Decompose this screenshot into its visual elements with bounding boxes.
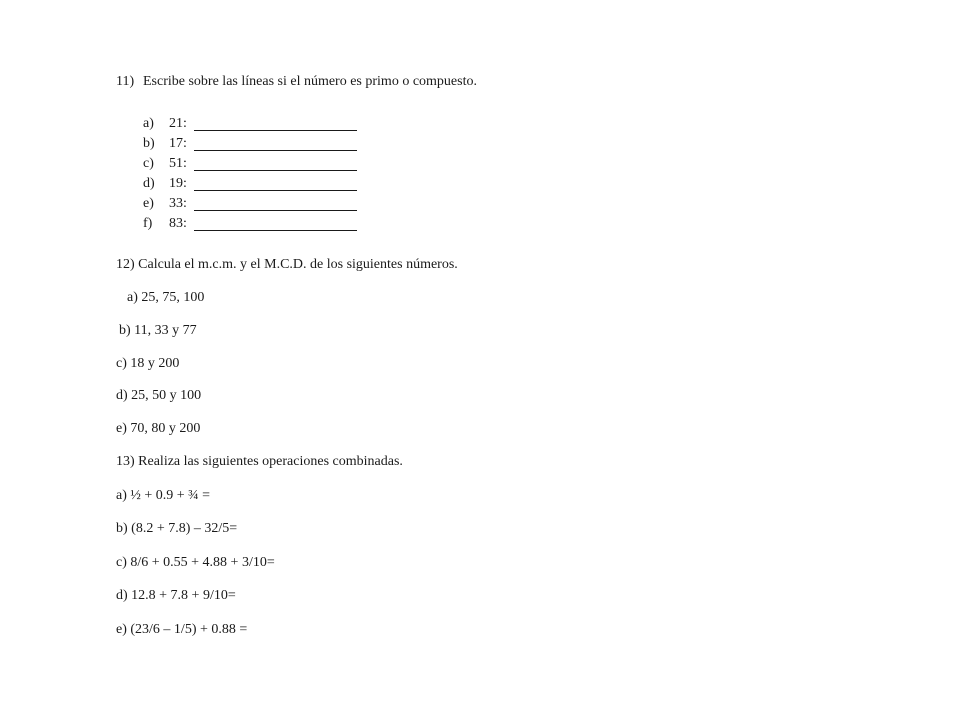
q12-title: 12) Calcula el m.c.m. y el M.C.D. de los siguientes números. <box>116 257 458 272</box>
q12-item: b) 11, 33 y 77 <box>119 323 197 338</box>
q11-item-value: 51: <box>169 156 187 171</box>
answer-blank-line[interactable] <box>194 190 357 191</box>
q13-item: d) 12.8 + 7.8 + 9/10= <box>116 588 236 603</box>
q11-title <box>116 74 477 90</box>
answer-blank-line[interactable] <box>194 230 357 231</box>
q12-item: e) 70, 80 y 200 <box>116 421 201 436</box>
q12-item: c) 18 y 200 <box>116 356 180 371</box>
q11-item-letter: b) <box>143 136 155 151</box>
q11-item-letter: d) <box>143 176 155 191</box>
answer-blank-line[interactable] <box>194 130 357 131</box>
q11-item-value: 83: <box>169 216 187 231</box>
q11-item-value: 21: <box>169 116 187 131</box>
q13-item: c) 8/6 + 0.55 + 4.88 + 3/10= <box>116 555 275 570</box>
q13-item: b) (8.2 + 7.8) – 32/5= <box>116 521 238 536</box>
q11-number: 11) <box>116 74 135 89</box>
answer-blank-line[interactable] <box>194 150 357 151</box>
q13-item: e) (23/6 – 1/5) + 0.88 = <box>116 622 248 637</box>
q11-item-value: 33: <box>169 196 187 211</box>
q11-item-value: 19: <box>169 176 187 191</box>
q13-title: 13) Realiza las siguientes operaciones combinadas. <box>116 454 403 469</box>
q11-item-value: 17: <box>169 136 187 151</box>
q12-item: a) 25, 75, 100 <box>127 290 205 305</box>
q13-item: a) ½ + 0.9 + ¾ = <box>116 488 211 503</box>
q11-item-letter: e) <box>143 196 154 211</box>
answer-blank-line[interactable] <box>194 170 357 171</box>
q11-item-letter: c) <box>143 156 154 171</box>
q12-item: d) 25, 50 y 100 <box>116 388 202 403</box>
q11-item-letter: a) <box>143 116 154 131</box>
answer-blank-line[interactable] <box>194 210 357 211</box>
q11-item-letter: f) <box>143 216 153 231</box>
q11-text: Escribe sobre las líneas si el número es primo o compuesto. <box>143 74 477 89</box>
